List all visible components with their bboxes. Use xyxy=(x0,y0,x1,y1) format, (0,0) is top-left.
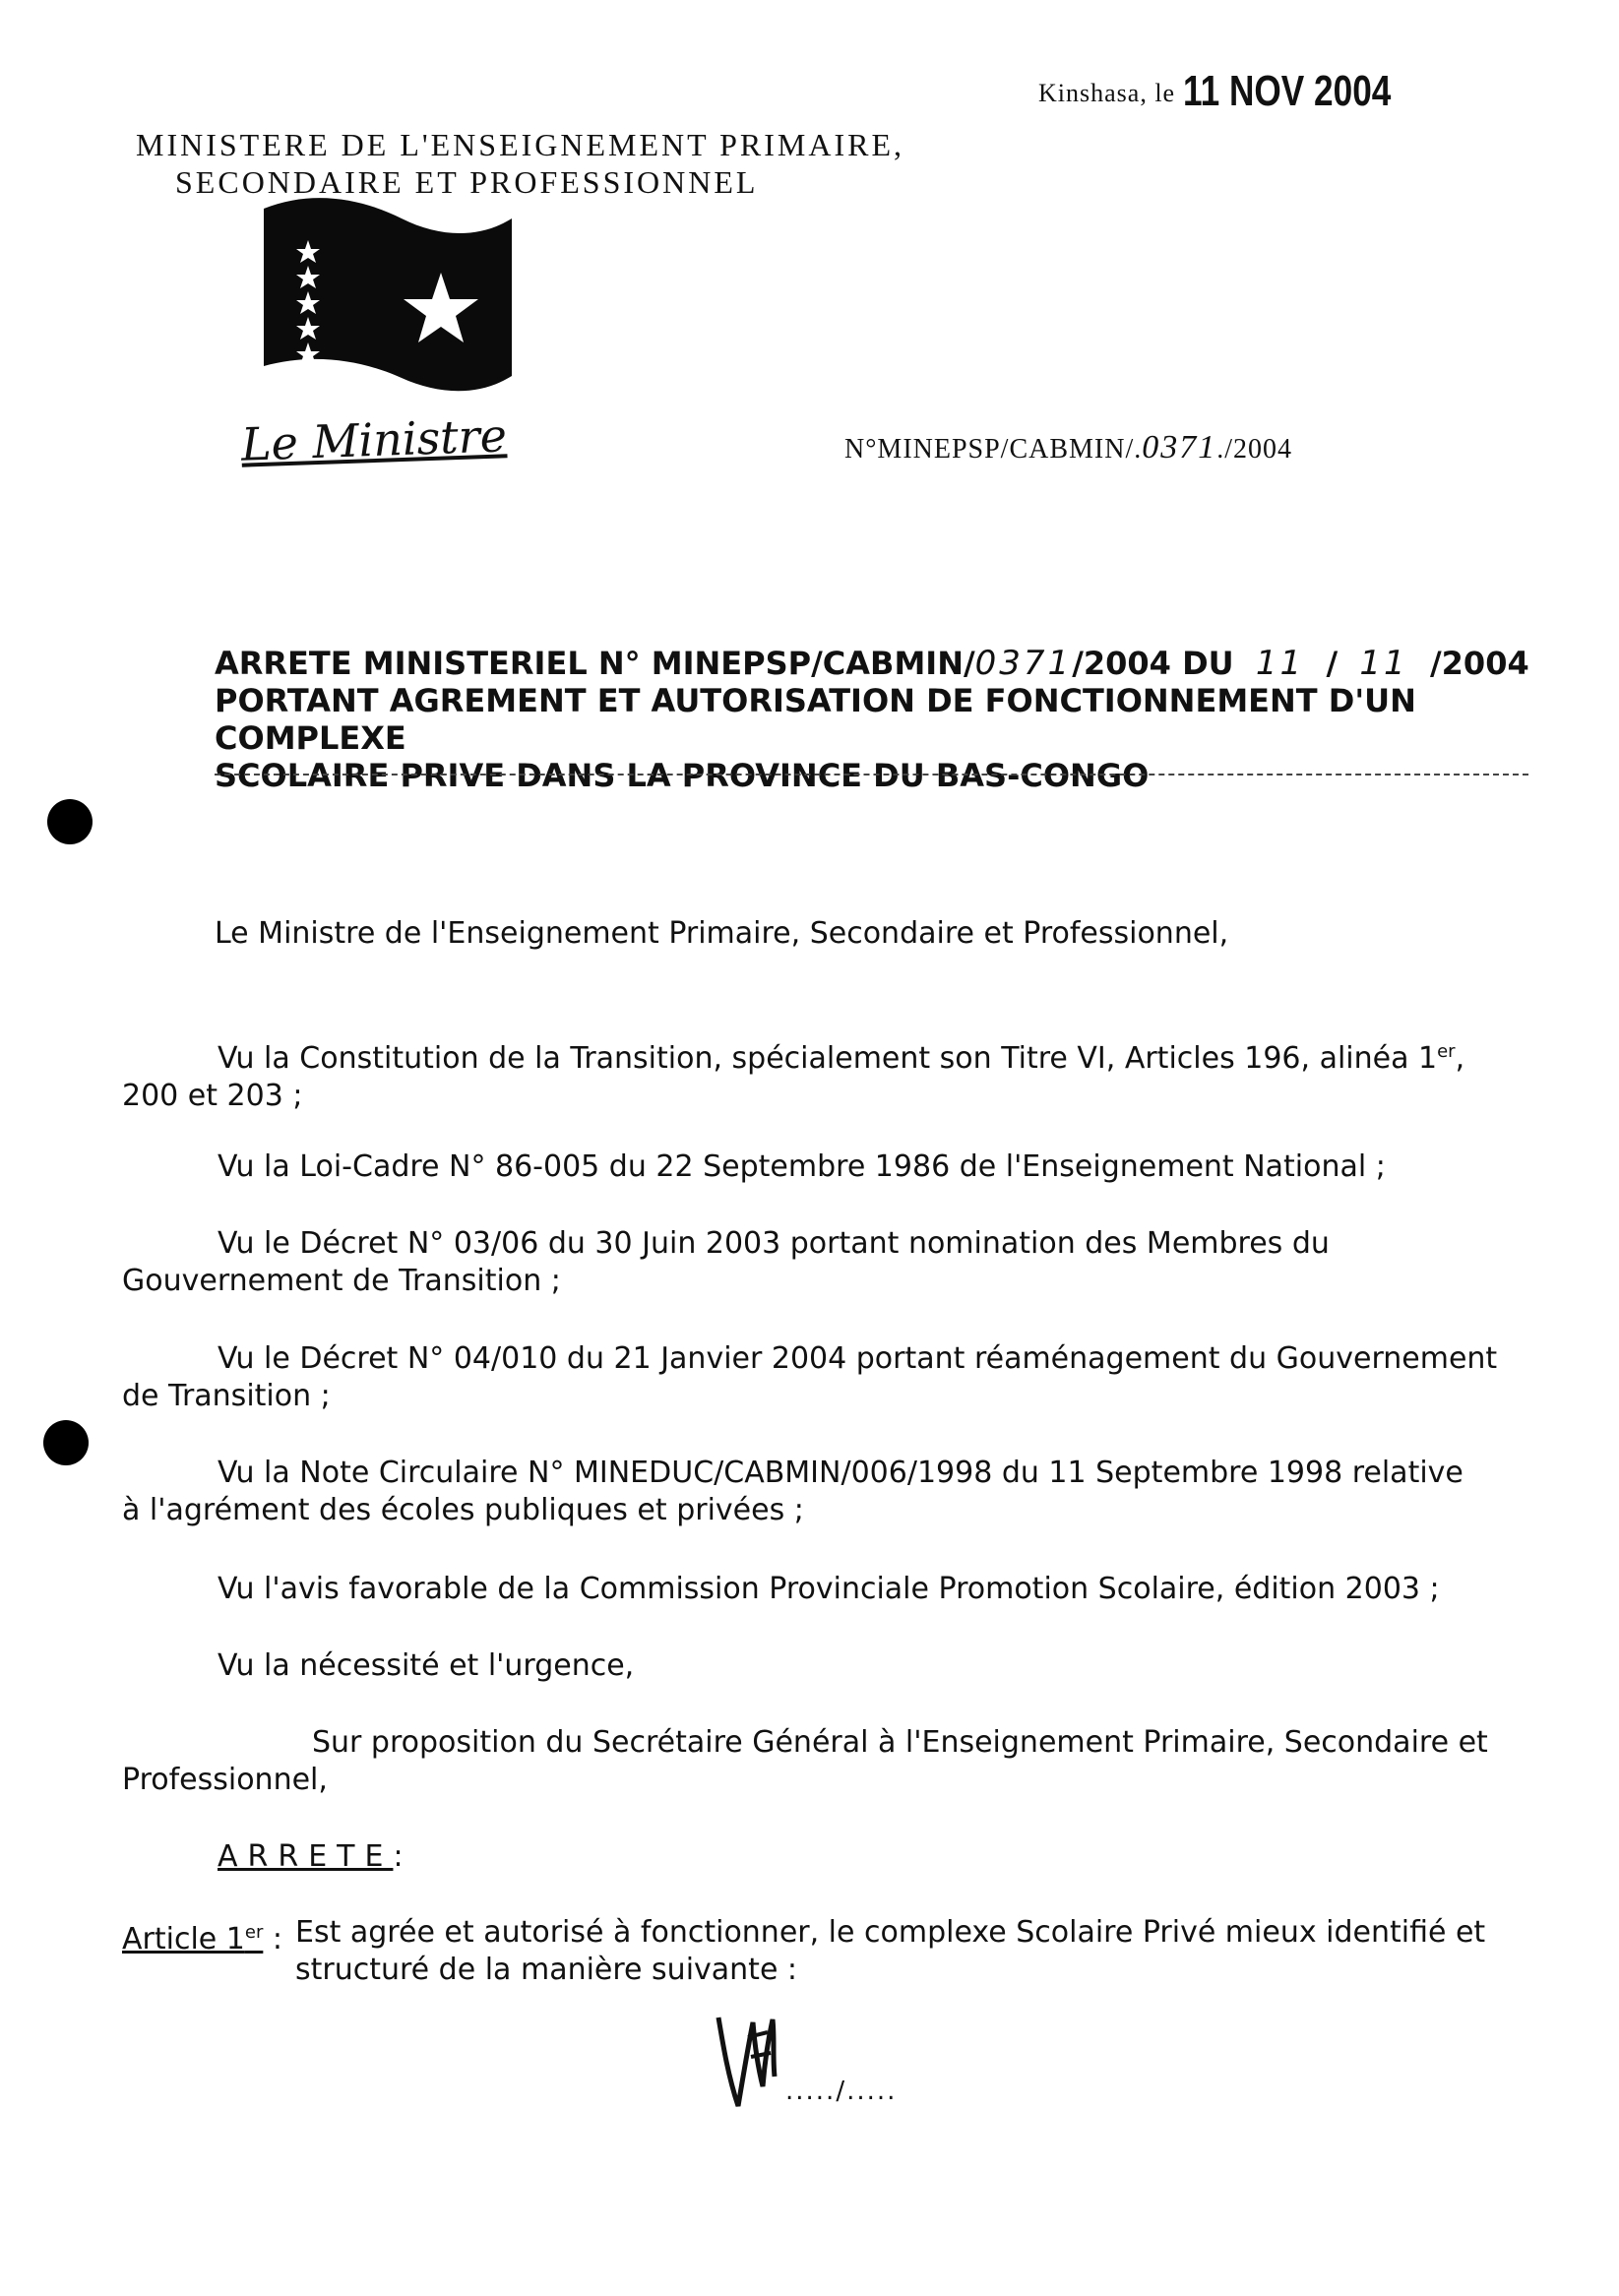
ministry-line-2: SECONDAIRE ET PROFESSIONNEL xyxy=(175,164,759,200)
ref-prefix: N°MINEPSP/CABMIN/. xyxy=(844,434,1143,465)
signatory-title: Le Ministre xyxy=(240,408,508,471)
arrete-word: ARRETE xyxy=(218,1839,394,1874)
article-1 xyxy=(122,1914,1529,1989)
title-line-2: PORTANT AGREMENT ET AUTORISATION DE FONCTIONNEMENT D'UN COMPLEXE xyxy=(215,682,1416,757)
recital-loi-cadre: Vu la Loi-Cadre N° 86-005 du 22 Septembre 1986 de l'Enseignement National ; xyxy=(218,1149,1386,1184)
article-label-superscript: er xyxy=(244,1922,264,1943)
ref-number: 0371 xyxy=(1142,429,1217,465)
proposal-paragraph: Sur proposition du Secrétaire Général à l'Enseignement Primaire, Secondaire et Professionnel, xyxy=(122,1725,1488,1797)
title-line-1 xyxy=(215,645,1553,682)
date-stamp: 11 NOV 2004 xyxy=(1182,67,1391,115)
place-date xyxy=(1038,67,1443,116)
page-continuation: ...../..... xyxy=(785,2077,898,2106)
recital-decret-1: Vu le Décret N° 03/06 du 30 Juin 2003 portant nomination des Membres du Gouvernement de Transition ; xyxy=(122,1226,1330,1298)
title-month: 11 xyxy=(1359,644,1408,683)
drc-flag-icon xyxy=(254,189,520,405)
article-1-label-wrap xyxy=(122,1914,287,1989)
article-label-text: Article 1 xyxy=(122,1922,245,1956)
title-mid: /2004 DU xyxy=(1072,645,1234,682)
title-divider xyxy=(215,774,1528,776)
article-1-text: Est agrée et autorisé à fonctionner, le complexe Scolaire Privé mieux identifié et structuré de la manière suivante : xyxy=(295,1915,1486,1987)
recital-avis: Vu l'avis favorable de la Commission Provinciale Promotion Scolaire, édition 2003 ; xyxy=(218,1572,1440,1606)
ministry-header xyxy=(136,126,904,201)
title-line-3: SCOLAIRE PRIVE DANS LA PROVINCE DU BAS-CONGO xyxy=(215,757,1150,794)
ministry-line-1: MINISTERE DE L'ENSEIGNEMENT PRIMAIRE, xyxy=(136,127,905,162)
intro-paragraph: Le Ministre de l'Enseignement Primaire, Secondaire et Professionnel, xyxy=(215,916,1229,951)
scan-bullet-mark xyxy=(43,1420,89,1465)
document-reference xyxy=(844,429,1292,466)
article-1-label xyxy=(122,1922,263,1956)
title-separator: / xyxy=(1326,645,1339,682)
arrete-colon: : xyxy=(393,1839,404,1874)
recital-note-circulaire: Vu la Note Circulaire N° MINEDUC/CABMIN/006/1998 du 11 Septembre 1998 relative à l'agrément des écoles publiques et privées ; xyxy=(122,1456,1463,1527)
recital-decret-2: Vu le Décret N° 04/010 du 21 Janvier 2004 portant réaménagement du Gouvernement de Transition ; xyxy=(122,1341,1498,1413)
article-label-colon: : xyxy=(263,1922,283,1956)
recital-urgence: Vu la nécessité et l'urgence, xyxy=(218,1648,635,1683)
ref-suffix: ./2004 xyxy=(1216,434,1293,465)
title-day: 11 xyxy=(1255,644,1305,683)
scan-bullet-mark xyxy=(47,799,93,844)
decree-title xyxy=(215,645,1553,794)
arrete-heading xyxy=(218,1838,404,1876)
title-number: 0371 xyxy=(974,644,1073,683)
title-year: /2004 xyxy=(1429,645,1529,682)
title-prefix: ARRETE MINISTERIEL N° MINEPSP/CABMIN/ xyxy=(215,645,975,682)
place-prefix: Kinshasa, le xyxy=(1038,79,1176,107)
recital-superscript: er xyxy=(1437,1041,1456,1062)
recital-text: Vu la Constitution de la Transition, spécialement son Titre VI, Articles 196, alinéa 1 xyxy=(218,1041,1438,1076)
recital-text-end: , 200 et 203 ; xyxy=(122,1041,1465,1113)
recital-constitution xyxy=(122,1033,1529,1115)
